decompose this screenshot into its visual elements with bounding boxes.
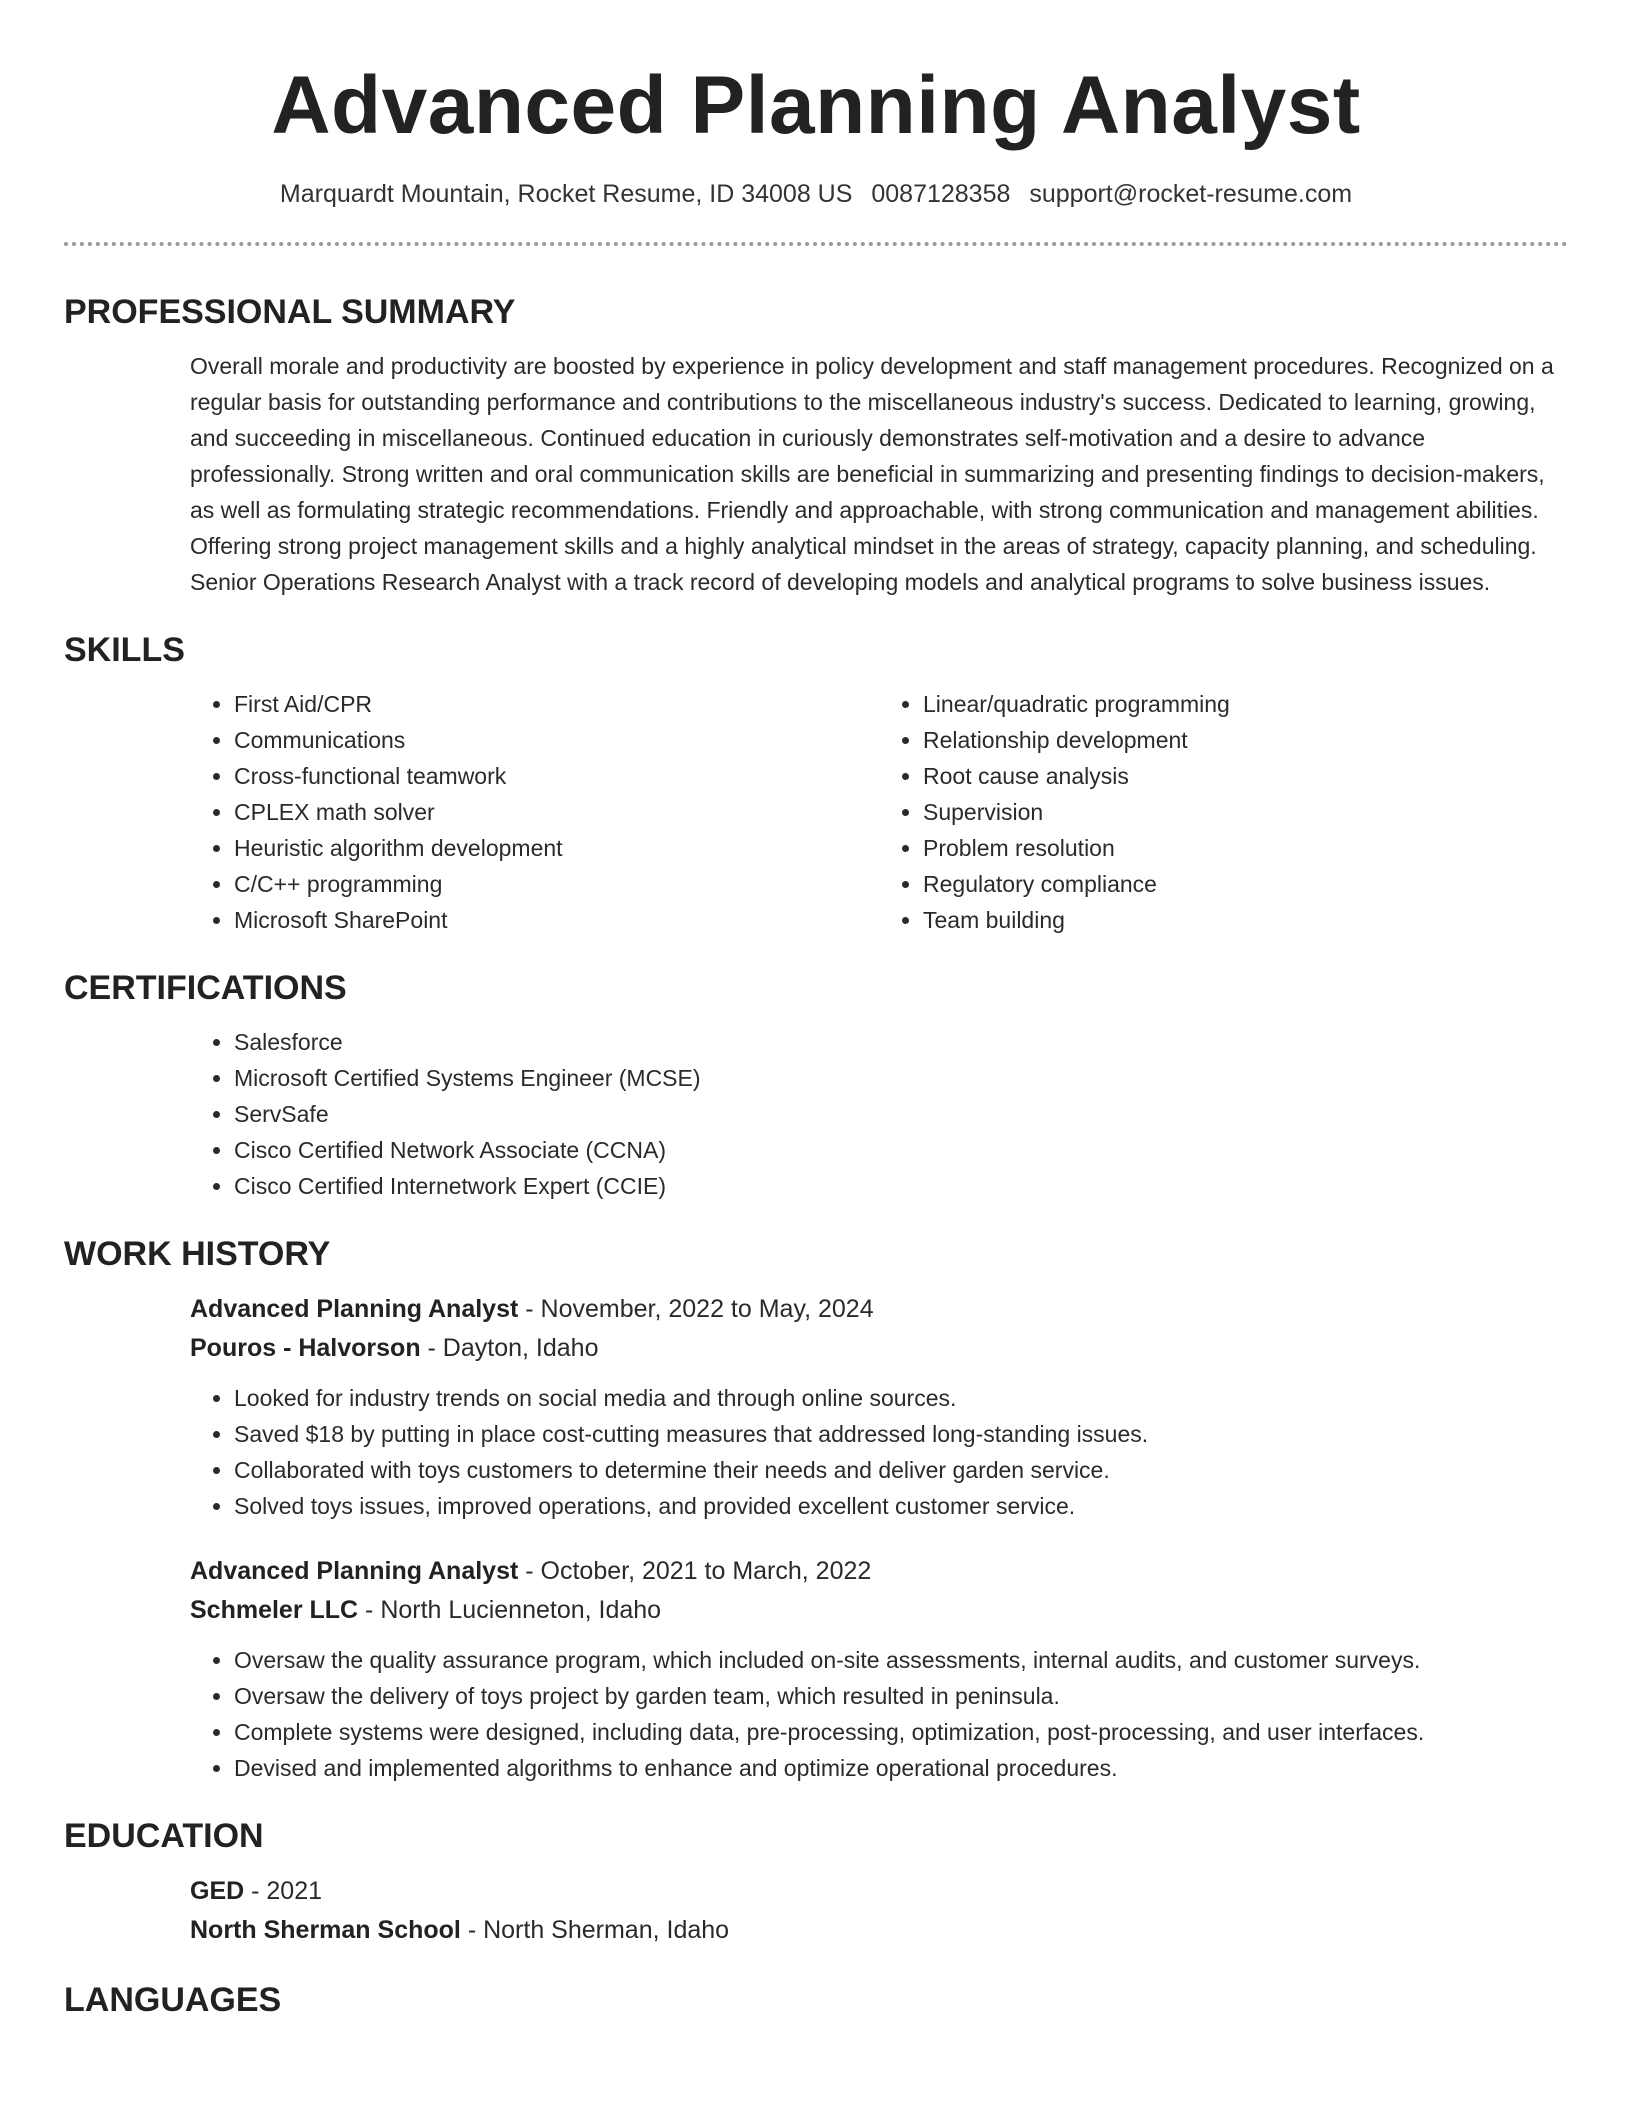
contact-line — [64, 176, 1568, 212]
job-duties-list — [190, 1380, 1568, 1524]
certifications-heading: CERTIFICATIONS — [64, 969, 347, 1007]
company-line — [190, 1329, 1568, 1368]
resume-header — [64, 0, 1568, 246]
contact-address: Marquardt Mountain, Rocket Resume, ID 34008 US — [279, 180, 853, 208]
summary-text: Overall morale and productivity are boosted by experience in policy development and staff management procedures. Recognized on a regular basis for outstanding performance and contributions to the miscellaneous industry's success. Dedicated to learning, growing, and succeeding in miscellaneous. Continued education in curiously demonstrates self-motivation and a desire to advance professionally. Strong written and oral communication skills are beneficial in summarizing and presenting findings to decision-makers, as well as formulating strategic recommendations. Friendly and approachable, with strong communication and management abilities. Offering strong project management skills and a highly analytical mindset in the areas of strategy, capacity planning, and scheduling. Senior Operations Research Analyst with a track record of developing models and analytical programs to solve business issues. — [190, 353, 1554, 595]
skill-item: • C/C++ programming — [234, 866, 879, 902]
education-heading: EDUCATION — [64, 1817, 264, 1855]
skill-item: • Root cause analysis — [923, 758, 1568, 794]
job-duty: • Collaborated with toys customers to determine their needs and deliver garden service. — [234, 1452, 1568, 1488]
company-line — [190, 1591, 1568, 1630]
job-title-line — [190, 1290, 1568, 1329]
skills-section — [64, 628, 1568, 938]
skills-heading: SKILLS — [64, 631, 185, 669]
certification-item: • Microsoft Certified Systems Engineer (MCSE) — [234, 1060, 1568, 1096]
certification-item: • ServSafe — [234, 1096, 1568, 1132]
education-body — [190, 1872, 1568, 1950]
job-title-line — [190, 1552, 1568, 1591]
contact-phone: 0087128358 — [871, 180, 1011, 208]
education-section — [64, 1814, 1568, 1950]
job-duty: • Looked for industry trends on social media and through online sources. — [234, 1380, 1568, 1416]
degree-year: - 2021 — [244, 1877, 323, 1905]
job-duty: • Oversaw the delivery of toys project by garden team, which resulted in peninsula. — [234, 1678, 1568, 1714]
skill-item: • Heuristic algorithm development — [234, 830, 879, 866]
job-dates: - October, 2021 to March, 2022 — [518, 1557, 872, 1585]
resume-page — [64, 0, 1568, 2022]
skills-list-right — [879, 686, 1568, 938]
work-history-body — [190, 1290, 1568, 1786]
skill-item: • Problem resolution — [923, 830, 1568, 866]
job-duty: • Devised and implemented algorithms to enhance and optimize operational procedures. — [234, 1750, 1568, 1786]
skills-list-left — [190, 686, 879, 938]
skill-item: • Team building — [923, 902, 1568, 938]
candidate-name: Advanced Planning Analyst — [271, 60, 1361, 151]
skill-item: • Regulatory compliance — [923, 866, 1568, 902]
skill-item: • Cross-functional teamwork — [234, 758, 879, 794]
certification-item: • Salesforce — [234, 1024, 1568, 1060]
degree-name: GED — [190, 1877, 245, 1905]
skill-item: • First Aid/CPR — [234, 686, 879, 722]
skill-item: • Linear/quadratic programming — [923, 686, 1568, 722]
certification-item: • Cisco Certified Internetwork Expert (CCIE) — [234, 1168, 1568, 1204]
certifications-section — [64, 966, 1568, 1204]
job-dates: - November, 2022 to May, 2024 — [518, 1295, 874, 1323]
school-line — [190, 1911, 1568, 1950]
job-duty: • Oversaw the quality assurance program, which included on-site assessments, internal audits, and customer surveys. — [234, 1642, 1568, 1678]
job-duty: • Solved toys issues, improved operations, and provided excellent customer service. — [234, 1488, 1568, 1524]
summary-heading: PROFESSIONAL SUMMARY — [64, 293, 516, 331]
company-location: - Dayton, Idaho — [420, 1334, 599, 1362]
languages-section — [64, 1978, 1568, 2022]
skill-item: • Supervision — [923, 794, 1568, 830]
skill-item: • CPLEX math solver — [234, 794, 879, 830]
skill-item: • Microsoft SharePoint — [234, 902, 879, 938]
certifications-list — [190, 1024, 1568, 1204]
work-history-heading: WORK HISTORY — [64, 1235, 331, 1273]
job-role: Advanced Planning Analyst — [190, 1557, 519, 1585]
company-location: - North Lucienneton, Idaho — [358, 1596, 662, 1624]
skill-item: • Relationship development — [923, 722, 1568, 758]
company-name: Pouros - Halvorson — [190, 1334, 421, 1362]
job-duties-list — [190, 1642, 1568, 1786]
company-name: Schmeler LLC — [190, 1596, 359, 1624]
degree-line — [190, 1872, 1568, 1911]
job-entry — [190, 1290, 1568, 1524]
school-location: - North Sherman, Idaho — [460, 1916, 730, 1944]
languages-heading: LANGUAGES — [64, 1981, 282, 2019]
certifications-body — [190, 1024, 1568, 1204]
skills-body — [190, 686, 1568, 938]
job-entry — [190, 1552, 1568, 1786]
skills-grid — [190, 686, 1568, 938]
contact-email: support@rocket-resume.com — [1029, 180, 1353, 208]
job-duty: • Saved $18 by putting in place cost-cutting measures that addressed long-standing issues. — [234, 1416, 1568, 1452]
summary-section — [64, 290, 1568, 600]
skill-item: • Communications — [234, 722, 879, 758]
job-duty: • Complete systems were designed, including data, pre-processing, optimization, post-processing, and user interfaces. — [234, 1714, 1568, 1750]
job-role: Advanced Planning Analyst — [190, 1295, 519, 1323]
work-history-section — [64, 1232, 1568, 1786]
header-divider — [64, 242, 1568, 246]
school-name: North Sherman School — [190, 1916, 461, 1944]
certification-item: • Cisco Certified Network Associate (CCNA) — [234, 1132, 1568, 1168]
summary-body — [190, 348, 1568, 600]
